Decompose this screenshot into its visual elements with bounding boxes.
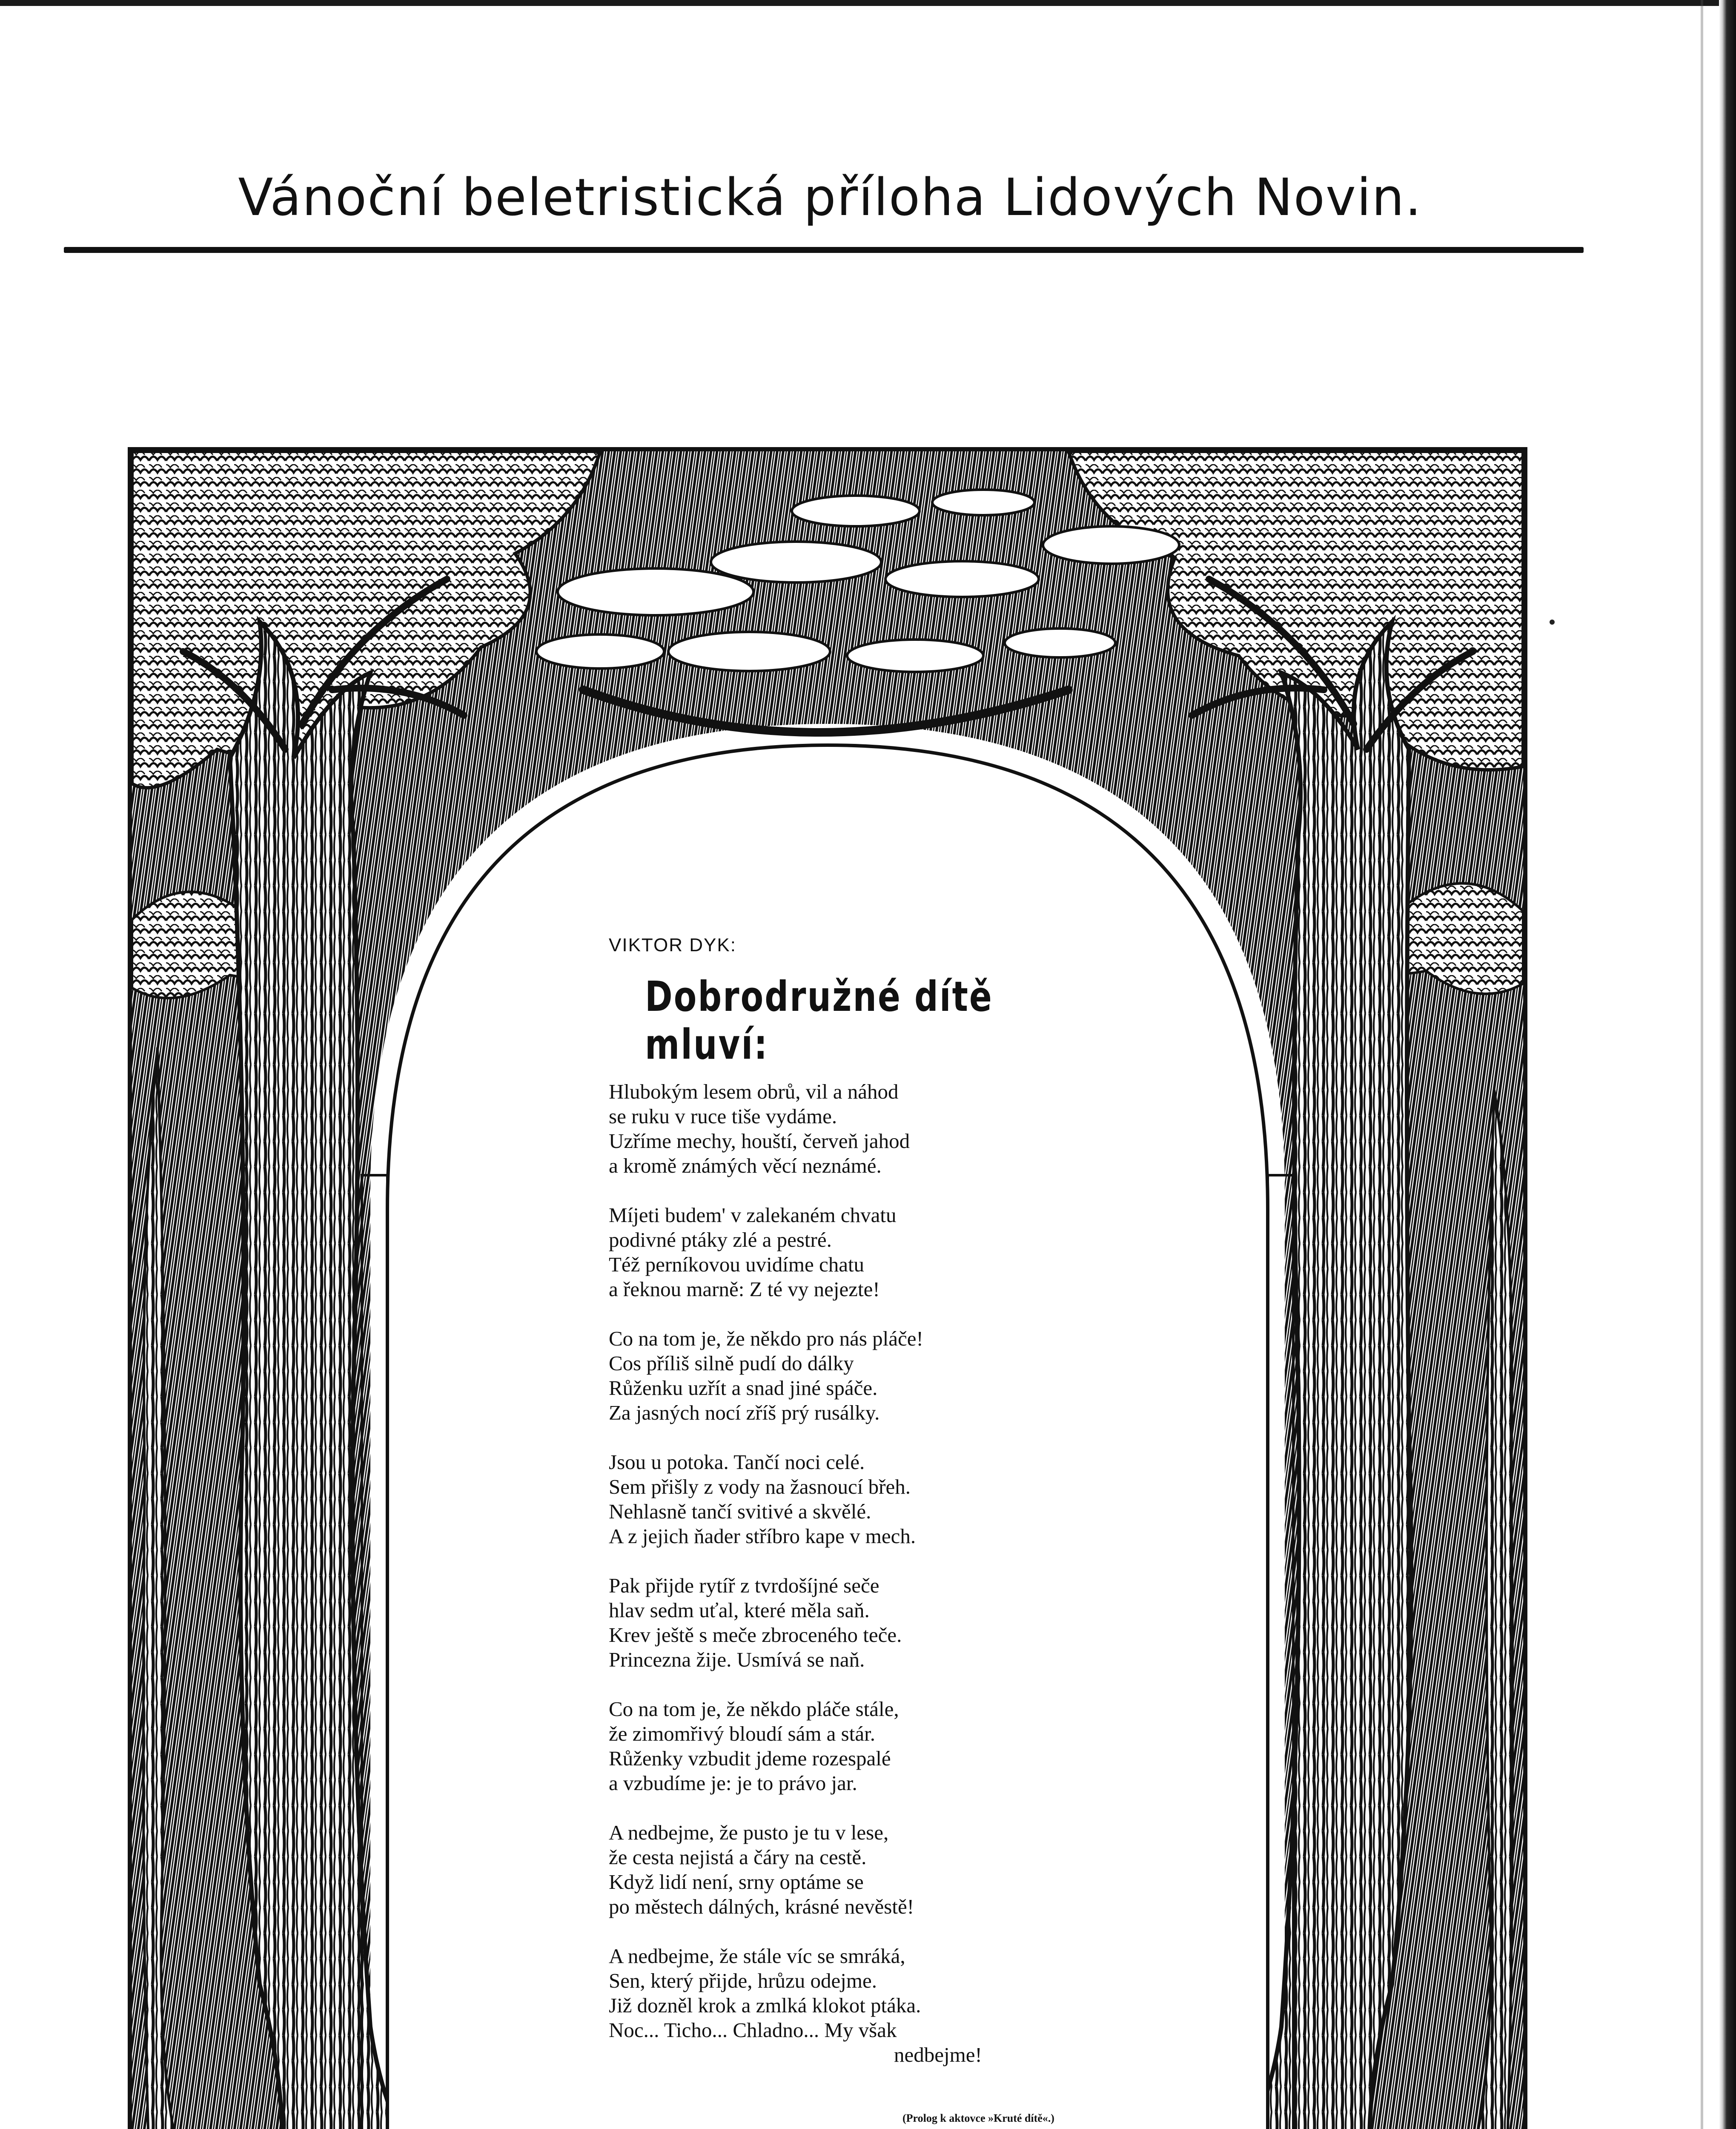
verse: Sen, který přijde, hrůzu odejme. [609, 1969, 877, 1992]
verse: Též perníkovou uvidíme chatu [609, 1253, 865, 1276]
stanza [609, 1079, 1056, 1178]
stanza [609, 1820, 1056, 1919]
source-note: (Prolog k aktovce »Kruté dítě«.) [902, 2112, 1054, 2124]
stanza [609, 1203, 1056, 1302]
verse: a kromě známých věcí neznámé. [609, 1154, 882, 1177]
scan-edge-right [1719, 0, 1736, 2129]
stanza [609, 1450, 1056, 1549]
verse: že cesta nejistá a čáry na cestě. [609, 1845, 867, 1869]
verse: a vzbudíme je: je to právo jar. [609, 1771, 857, 1795]
verse: Míjeti budem' v zalekaném chvatu [609, 1203, 897, 1227]
verse: Nehlasně tančí svitivé a skvělé. [609, 1500, 871, 1523]
verse: A nedbejme, že pusto je tu v lese, [609, 1821, 889, 1844]
verse: Krev ještě s meče zbroceného teče. [609, 1623, 902, 1647]
verse: Růženky vzbudit jdeme rozespalé [609, 1747, 891, 1770]
stanza [609, 1573, 1056, 1672]
verse: Hlubokým lesem obrů, vil a náhod [609, 1080, 899, 1103]
verse: Jsou u potoka. Tančí noci celé. [609, 1450, 865, 1474]
verse-continuation: nedbejme! [894, 2043, 982, 2066]
poem-author: VIKTOR DYK: [609, 935, 736, 955]
verse: A nedbejme, že stále víc se smráká, [609, 1944, 905, 1968]
verse: Pak přijde rytíř z tvrdošíjné seče [609, 1574, 879, 1597]
scan-edge-top [0, 0, 1736, 6]
verse: Cos příliš silně pudí do dálky [609, 1351, 854, 1375]
verse: Již dozněl krok a zmlká klokot ptáka. [609, 1994, 921, 2017]
verse: Co na tom je, že někdo pro nás pláče! [609, 1327, 923, 1350]
scan-edge-shadow [1701, 0, 1703, 2129]
poem-title: Dobrodružné dítě mluví: [645, 973, 993, 1069]
stanza [609, 1697, 1056, 1796]
verse: hlav sedm uťal, které měla saň. [609, 1598, 870, 1622]
header-rule [64, 247, 1584, 253]
verse: podivné ptáky zlé a pestré. [609, 1228, 832, 1251]
verse: Uzříme mechy, houští, červeň jahod [609, 1129, 910, 1153]
verse: po městech dálných, krásné nevěstě! [609, 1895, 914, 1918]
stanza [609, 1944, 1056, 2067]
verse: Noc... Ticho... Chladno... My však [609, 2018, 897, 2042]
verse: a řeknou marně: Z té vy nejezte! [609, 1277, 880, 1301]
verse: Co na tom je, že někdo pláče stále, [609, 1697, 899, 1721]
verse: Sem přišly z vody na žasnoucí břeh. [609, 1475, 911, 1498]
stanza [609, 1326, 1056, 1425]
verse: Za jasných nocí zříš prý rusálky. [609, 1401, 880, 1424]
verse: Růženku uzřít a snad jiné spáče. [609, 1376, 878, 1400]
verse: A z jejich ňader stříbro kape v mech. [609, 1524, 916, 1548]
verse: se ruku v ruce tiše vydáme. [609, 1105, 837, 1128]
running-head: Vánoční beletristická příloha Lidových Novin. [238, 168, 1422, 227]
verse: Princezna žije. Usmívá se naň. [609, 1648, 865, 1671]
verse: že zimomřivý bloudí sám a stár. [609, 1722, 875, 1745]
verse: Když lidí není, srny optáme se [609, 1870, 864, 1894]
margin-dot [1550, 620, 1555, 625]
poem [609, 935, 1056, 2092]
